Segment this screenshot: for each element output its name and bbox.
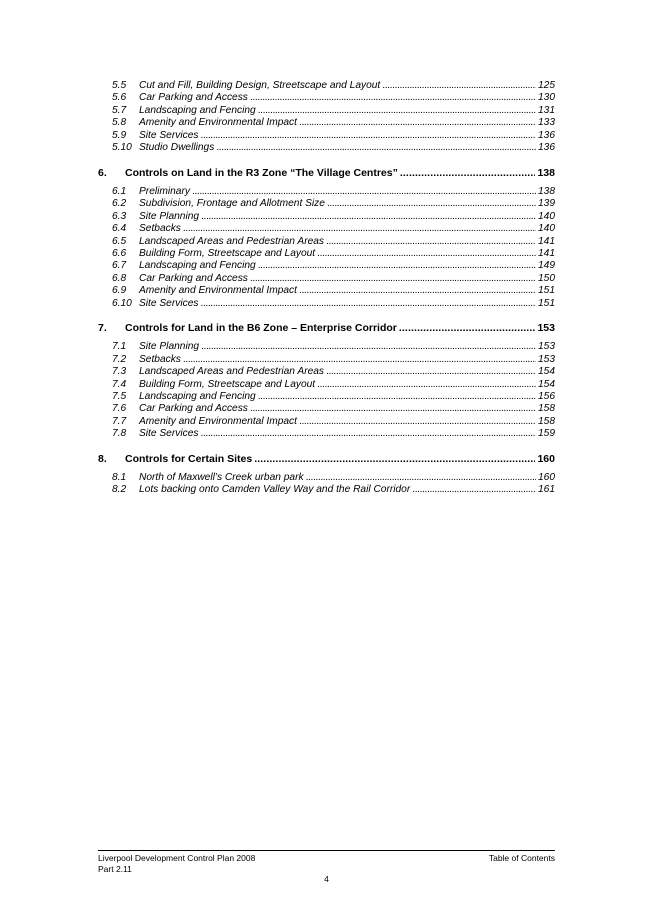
dot-leader [400,166,536,180]
toc-title: Site Services [139,129,199,141]
toc-title: Site Planning [139,210,200,222]
dot-leader [299,284,536,297]
dot-leader [258,390,536,403]
toc-page-number: 130 [538,92,555,104]
toc-page-number: 140 [538,223,555,235]
toc-entry[interactable] [112,79,555,92]
toc-page-number: 141 [538,247,555,259]
dot-leader [200,297,536,310]
toc-entry[interactable] [112,415,555,428]
toc-number: 7.7 [112,415,127,427]
toc-number: 5.9 [112,129,127,141]
toc-number: 6.8 [112,272,127,284]
toc-page-number: 154 [538,366,555,378]
toc-title: Controls on Land in the R3 Zone “The Village Centres” [125,166,398,179]
toc-number: 6.6 [112,247,127,259]
toc-page-number: 125 [538,80,555,91]
footer-divider [98,850,555,851]
toc-number: 7.2 [112,353,127,365]
toc-title: Subdivision, Frontage and Allotment Size [139,198,325,210]
dot-leader [183,222,536,235]
dot-leader [326,235,536,248]
toc-entry[interactable] [112,104,555,117]
toc-entry[interactable] [112,471,555,484]
toc-entry[interactable] [112,390,555,403]
toc-title: Landscaped Areas and Pedestrian Areas [139,366,325,378]
toc-entry[interactable] [112,427,555,440]
toc-page-number: 154 [538,378,555,390]
toc-entry[interactable] [112,116,555,129]
toc-title: Setbacks [139,353,181,365]
dot-leader [250,402,536,415]
toc-page-number: 151 [538,285,555,297]
toc-entry[interactable] [112,483,555,496]
toc-entry[interactable] [112,141,555,154]
toc-title: Car Parking and Access [139,92,248,104]
toc-title: Cut and Fill, Building Design, Streetscape and Layout [139,80,381,91]
dot-leader [200,427,536,440]
toc-entry[interactable] [112,235,555,248]
toc-page-number: 153 [538,341,555,353]
toc-entry[interactable] [112,272,555,285]
toc-title: Setbacks [139,223,181,235]
dot-leader [299,116,536,129]
toc-section-heading[interactable] [98,452,555,466]
toc-entry[interactable] [112,129,555,142]
toc-number: 6.10 [112,297,132,309]
toc-number: 6.7 [112,260,127,272]
toc-entry[interactable] [112,197,555,210]
toc-page-number: 156 [538,391,555,402]
toc-page-number: 160 [538,471,555,483]
dot-leader [317,247,536,260]
toc-title: Amenity and Environmental Impact [139,117,297,129]
dot-leader [326,365,536,378]
dot-leader [399,321,536,335]
toc-title: North of Maxwell’s Creek urban park [139,471,304,483]
toc-page-number: 160 [537,452,555,465]
toc-title: Amenity and Environmental Impact [139,285,297,297]
toc-page-number: 138 [538,185,555,197]
page-number: 4 [324,874,329,884]
toc-title: Controls for Land in the B6 Zone – Enterprise Corridor [125,322,397,335]
toc-entry[interactable] [112,297,555,310]
dot-leader [382,79,536,92]
dot-leader [201,340,536,353]
toc-title: Car Parking and Access [139,272,248,284]
toc-number: 8. [98,452,107,465]
toc-number: 8.1 [112,471,127,483]
toc-page-number: 161 [538,484,555,496]
toc-title: Landscaping and Fencing [139,391,256,402]
toc-title: Site Planning [139,341,200,353]
toc-title: Car Parking and Access [139,403,248,415]
toc-page-number: 150 [538,272,555,284]
toc-number: 7.6 [112,403,127,415]
toc-number: 6.3 [112,210,127,222]
toc-entry[interactable] [112,91,555,104]
toc-page-number: 133 [538,117,555,129]
dot-leader [200,129,536,142]
toc-entry[interactable] [112,340,555,353]
toc-page-number: 141 [538,235,555,247]
dot-leader [192,185,536,198]
dot-leader [306,471,536,484]
dot-leader [327,197,536,210]
toc-number: 8.2 [112,484,127,496]
toc-entry[interactable] [112,378,555,391]
dot-leader [201,210,536,223]
toc-page-number: 158 [538,403,555,415]
toc-number: 6. [98,166,107,179]
toc-entry[interactable] [112,402,555,415]
toc-number: 5.6 [112,92,127,104]
toc-page-number: 131 [538,104,555,116]
dot-leader [250,272,536,285]
toc-number: 5.8 [112,117,127,129]
dot-leader [258,259,536,272]
toc-title: Landscaping and Fencing [139,260,256,272]
toc-entry[interactable] [112,247,555,260]
toc-number: 6.2 [112,198,127,210]
toc-section-heading[interactable] [98,321,555,335]
toc-number: 7.4 [112,378,127,390]
toc-title: Landscaped Areas and Pedestrian Areas [139,235,325,247]
toc-page-number: 136 [538,129,555,141]
toc-entry[interactable] [112,185,555,198]
toc-title: Building Form, Streetscape and Layout [139,378,316,390]
dot-leader [254,452,535,466]
toc-entry[interactable] [112,365,555,378]
toc-title: Lots backing onto Camden Valley Way and the Rail Corridor [139,484,411,496]
dot-leader [317,378,536,391]
toc-number: 6.4 [112,223,127,235]
toc-page-number: 159 [538,428,555,440]
dot-leader [412,483,536,496]
toc-number: 7.3 [112,366,127,378]
dot-leader [216,141,536,154]
toc-title: Site Services [139,428,199,440]
toc-number: 5.5 [112,80,127,91]
toc-page-number: 151 [538,297,555,309]
toc-section-heading[interactable] [98,166,555,180]
toc-page-number: 158 [538,415,555,427]
toc-title: Amenity and Environmental Impact [139,415,297,427]
footer-section-name: Table of Contents [488,853,555,863]
toc-number: 6.1 [112,185,127,197]
toc-title: Building Form, Streetscape and Layout [139,247,316,259]
toc-title: Preliminary [139,185,190,197]
toc-title: Studio Dwellings [139,142,215,154]
toc-page-number: 140 [538,210,555,222]
toc-entry[interactable] [112,353,555,366]
toc-title: Controls for Certain Sites [125,452,253,465]
toc-title: Site Services [139,297,199,309]
toc-number: 6.5 [112,235,127,247]
toc-number: 7.1 [112,341,127,353]
toc-page-number: 139 [538,198,555,210]
toc-number: 7.5 [112,391,127,402]
dot-leader [183,353,536,366]
toc-number: 5.7 [112,104,127,116]
toc-page-number: 136 [538,142,555,154]
toc-number: 7. [98,322,107,335]
dot-leader [299,415,536,428]
toc-entry[interactable] [112,259,555,272]
toc-entry[interactable] [112,284,555,297]
toc-number: 7.8 [112,428,127,440]
toc-page-number: 138 [537,166,555,179]
toc-title: Landscaping and Fencing [139,104,256,116]
footer-document-title: Liverpool Development Control Plan 2008 [98,853,256,863]
toc-entry[interactable] [112,222,555,235]
toc-number: 5.10 [112,142,132,154]
toc-page-number: 149 [538,260,555,272]
toc-page-number: 153 [537,322,555,335]
toc-entry[interactable] [112,210,555,223]
dot-leader [250,91,536,104]
toc-page-number: 153 [538,353,555,365]
toc-number: 6.9 [112,285,127,297]
dot-leader [258,104,536,117]
footer-part-label: Part 2.11 [98,864,132,874]
